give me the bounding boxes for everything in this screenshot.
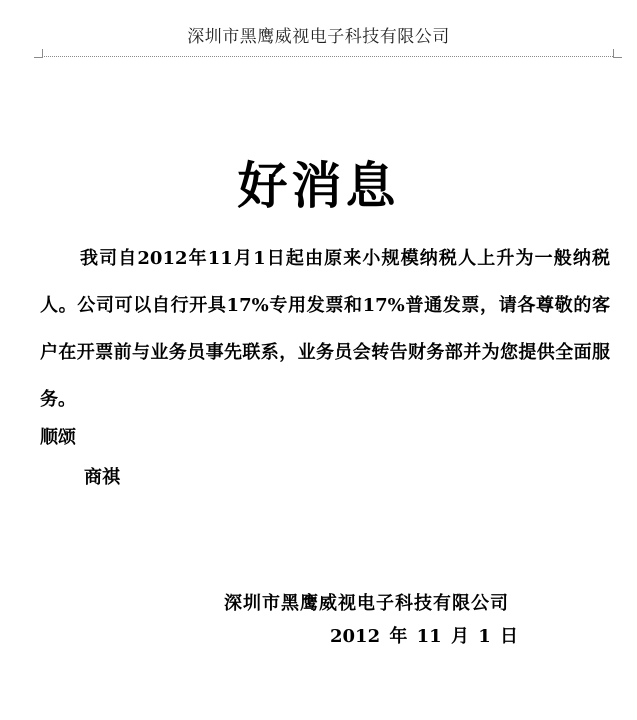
closing-wish: 商祺 — [84, 467, 120, 488]
closing-salutation: 顺颂 — [40, 427, 76, 448]
header-corner-mark-right — [613, 49, 622, 58]
announcement-body: 我司自2012年11月1日起由原来小规模纳税人上升为一般纳税人。公司可以自行开具17%专用发票和17%普通发票，请各尊敬的客户在开票前与业务员事先联系，业务员会转告财务部并为您提供全面服务。 — [40, 248, 610, 410]
header-divider — [42, 56, 613, 57]
document-title: 好消息 — [237, 156, 400, 215]
page-header — [0, 0, 637, 62]
header-company-name: 深圳市黑鹰威视电子科技有限公司 — [187, 27, 450, 47]
signature-date: 2012 年 11 月 1 日 — [330, 626, 519, 647]
signature-company: 深圳市黑鹰威视电子科技有限公司 — [224, 593, 509, 614]
